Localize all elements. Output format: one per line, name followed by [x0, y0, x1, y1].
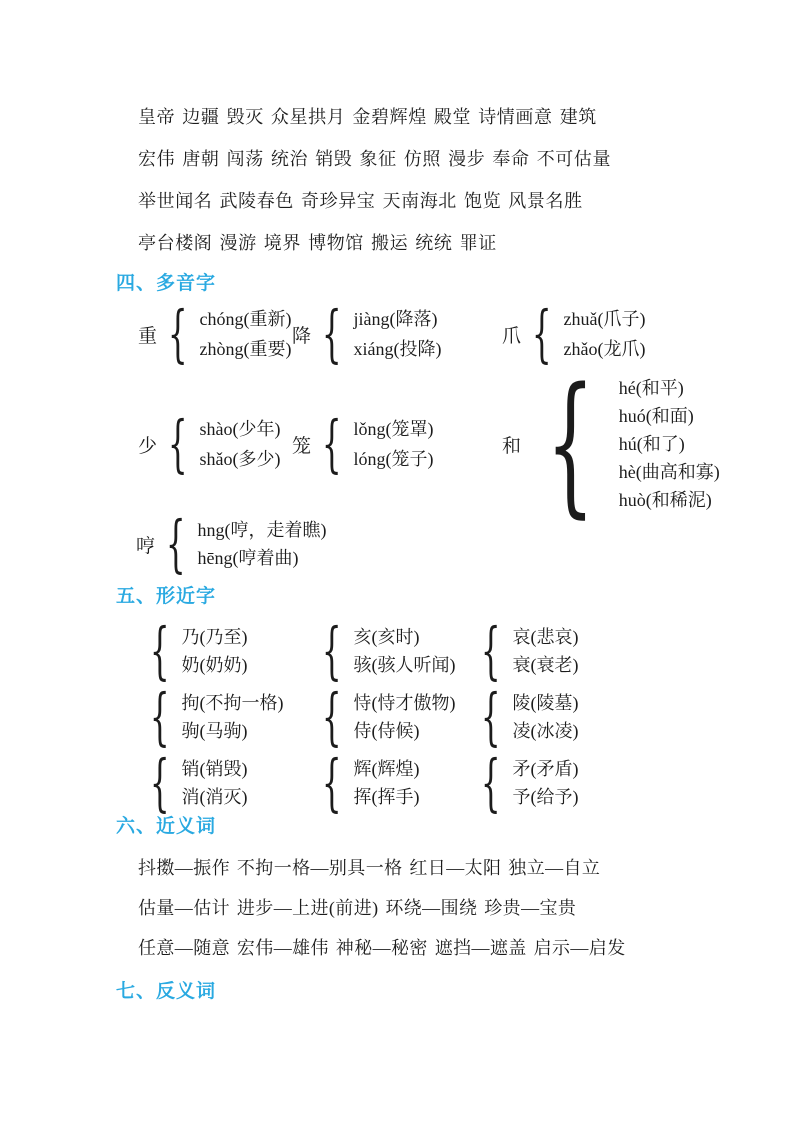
similar-char-entry: 衰(衰老): [512, 655, 579, 675]
pinyin-entry: zhǎo(龙爪): [563, 339, 646, 359]
brace-icon: {: [480, 680, 501, 753]
brace-icon: {: [321, 297, 342, 370]
polyphone-char: 笼: [292, 435, 312, 457]
brace-icon: {: [531, 297, 552, 370]
similar-char-entry: 予(给予): [512, 787, 579, 807]
pinyin-entry: zhuǎ(爪子): [563, 309, 646, 329]
pinyin-entry: zhòng(重要): [199, 339, 292, 359]
similar-char-pair-hai: [312, 614, 471, 687]
pinyin-entry: lóng(笼子): [353, 449, 434, 469]
brace-icon: {: [167, 407, 188, 480]
synonym-line: 估量—估计 进步—上进(前进) 环绕—围绕 珍贵—宝贵: [138, 898, 577, 918]
polyphone-char: 哼: [136, 535, 156, 557]
similar-char-entry: 乃(乃至): [181, 627, 248, 647]
pinyin-entry: hé(和平): [618, 378, 684, 398]
similar-char-pair-nai: [140, 614, 312, 687]
similar-char-entry: 亥(亥时): [353, 627, 420, 647]
polyphone-row: [136, 507, 500, 580]
word-list-line: 亭台楼阁 漫游 境界 博物馆 搬运 统统 罪证: [138, 233, 497, 253]
similar-char-entry: 辉(辉煌): [353, 759, 420, 779]
similar-char-entry: 驹(马驹): [181, 721, 248, 741]
pinyin-entry: shǎo(多少): [199, 449, 281, 469]
brace-icon: {: [149, 614, 170, 687]
similar-char-pair-hui: [312, 746, 471, 819]
brace-icon: {: [149, 680, 170, 753]
similar-char-entry: 侍(侍候): [353, 721, 420, 741]
word-list-line: 举世闻名 武陵春色 奇珍异宝 天南海北 饱览 风景名胜: [138, 191, 583, 211]
brace-icon: {: [321, 746, 342, 819]
similar-char-pair-ju: [140, 680, 312, 753]
synonym-line: 任意—随意 宏伟—雄伟 神秘—秘密 遮挡—遮盖 启示—启发: [138, 938, 626, 958]
polyphone-char: 和: [502, 435, 522, 457]
word-list: [138, 102, 611, 270]
similar-char-pair-ai: [471, 614, 579, 687]
pinyin-entry: xiáng(投降): [353, 339, 442, 359]
similar-char-entry: 消(消灭): [181, 787, 248, 807]
synonym-line: 抖擞—振作 不拘一格—别具一格 红日—太阳 独立—自立: [138, 858, 601, 878]
similar-char-pair-mao: [471, 746, 579, 819]
similar-char-entry: 挥(挥手): [353, 787, 420, 807]
brace-icon: {: [167, 297, 188, 370]
brace-icon: {: [149, 746, 170, 819]
polyphone-group-heng: [136, 507, 327, 580]
similar-char-pair-ling: [471, 680, 579, 753]
pinyin-entry: chóng(重新): [199, 309, 292, 329]
word-list-line: 皇帝 边疆 毁灭 众星拱月 金碧辉煌 殿堂 诗情画意 建筑: [138, 107, 597, 127]
brace-icon: {: [546, 355, 595, 532]
pinyin-entry: hēng(哼着曲): [197, 548, 299, 568]
polyphone-group-he: [502, 355, 720, 532]
brace-icon: {: [321, 407, 342, 480]
similar-char-entry: 拘(不拘一格): [181, 693, 284, 713]
pinyin-entry: hú(和了): [618, 434, 685, 454]
polyphone-char: 重: [138, 325, 158, 347]
section-heading-duoyinzi: 四、多音字: [116, 273, 217, 294]
similar-char-entry: 凌(冰凌): [512, 721, 579, 741]
similar-char-entry: 矛(矛盾): [512, 759, 579, 779]
pinyin-entry: shào(少年): [199, 419, 281, 439]
polyphone-group-jiang: [292, 297, 502, 370]
section-heading-xingjinzi: 五、形近字: [116, 586, 217, 607]
polyphone-char: 少: [138, 435, 158, 457]
polyphone-group-chong: [138, 297, 292, 370]
brace-icon: {: [480, 614, 501, 687]
similar-char-entry: 销(销毁): [181, 759, 248, 779]
brace-icon: {: [321, 614, 342, 687]
pinyin-entry: hè(曲高和寡): [618, 462, 720, 482]
similar-char-pair-xiao: [140, 746, 312, 819]
section-heading-fanyici: 七、反义词: [116, 981, 217, 1002]
similar-char-entry: 恃(恃才傲物): [353, 693, 456, 713]
similar-char-entry: 哀(悲哀): [512, 627, 579, 647]
similar-char-pair-shi: [312, 680, 471, 753]
pinyin-entry: huò(和稀泥): [618, 490, 712, 510]
similar-char-row: [140, 746, 579, 819]
brace-icon: {: [321, 680, 342, 753]
polyphone-char: 降: [292, 325, 312, 347]
similar-char-entry: 陵(陵墓): [512, 693, 579, 713]
polyphone-group-long: [292, 407, 502, 480]
brace-icon: {: [480, 746, 501, 819]
pinyin-entry: hng(哼，走着瞧): [197, 520, 327, 540]
pinyin-entry: huó(和面): [618, 406, 694, 426]
synonym-list: [138, 853, 626, 973]
similar-char-entry: 骇(骇人听闻): [353, 655, 456, 675]
word-list-line: 宏伟 唐朝 闯荡 统治 销毁 象征 仿照 漫步 奉命 不可估量: [138, 149, 612, 169]
pinyin-entry: jiàng(降落): [353, 309, 438, 329]
similar-char-row: [140, 614, 579, 687]
brace-icon: {: [165, 507, 186, 580]
polyphone-char: 爪: [502, 325, 522, 347]
polyphone-group-shao: [138, 407, 292, 480]
section-heading-jinyici: 六、近义词: [116, 816, 217, 837]
similar-char-row: [140, 680, 579, 753]
similar-char-entry: 奶(奶奶): [181, 655, 248, 675]
pinyin-entry: lǒng(笼罩): [353, 419, 434, 439]
